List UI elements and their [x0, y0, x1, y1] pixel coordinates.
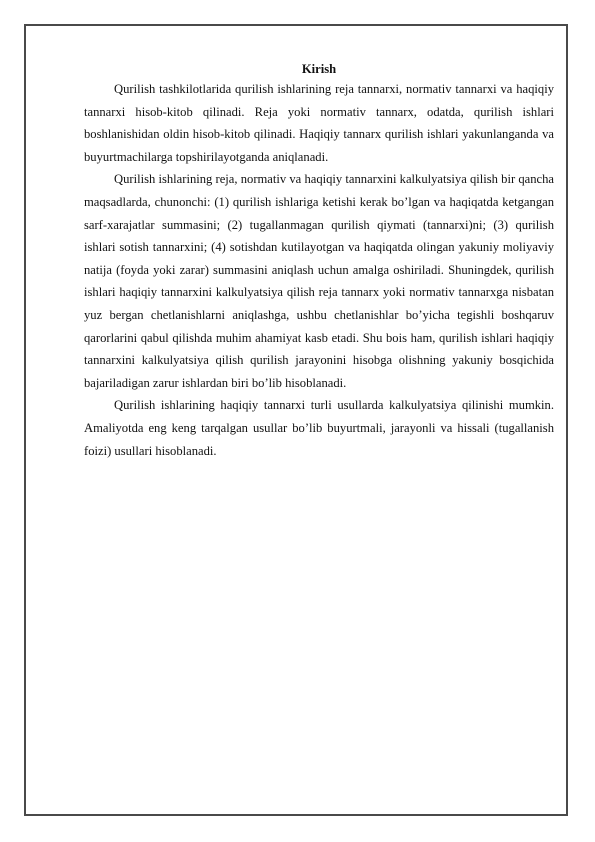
paragraph-2: Qurilish ishlarining reja, normativ va haqiqiy tannarxini kalkulyatsiya qilish bir qancha maqsadlarda, chunonchi: (1) qurilish ishlariga ketishi kerak bo’lgan va haqiqatda ketgangan sarf-xarajatlar summasini; (2) tugallanmagan qurilish qiymati (tannarxi)ni; (3) qurilish ishlari sotish tannarxini; (4) sotishdan kutilayotgan va haqiqatda olingan yakuniy moliyaviy natija (foyda yoki zarar) summasini aniqlash uchun amalga oshiriladi. Shuningdek, qurilish ishlari haqiqiy tannarxini kalkulyatsiya qilish reja tannarx yoki normativ tannarxga nisbatan yuz bergan chetlanishlarni aniqlashga, ushbu chetlanishlar bo’yicha tegishli boshqaruv qarorlarini qabul qilishda muhim ahamiyat kasb etadi. Shu bois ham, qurilish ishlari haqiqiy tannarxini kalkulyatsiya qilish qurilish jarayonini hisobga olishning yakuniy bosqichida bajariladigan zarur ishlardan biri bo’lib hisoblanadi.	[84, 172, 554, 390]
document-body	[84, 60, 554, 462]
paragraph-3: Qurilish ishlarining haqiqiy tannarxi turli usullarda kalkulyatsiya qilinishi mumkin. Amaliyotda eng keng tarqalgan usullar bo’lib buyurtmali, jarayonli va hissali (tugallanish foizi) usullari hisoblanadi.	[84, 398, 554, 458]
document-title: Kirish	[301, 62, 337, 76]
paragraph-1: Qurilish tashkilotlarida qurilish ishlarining reja tannarxi, normativ tannarxi va haqiqiy tannarxi hisob-kitob qilinadi. Reja yoki normativ tannarx, odatda, qurilish ishlari boshlanishidan oldin hisob-kitob qilinadi. Haqiqiy tannarx qurilish ishlari yakunlanganda va buyurtmachilarga topshirilayotganda aniqlanadi.	[84, 82, 554, 164]
